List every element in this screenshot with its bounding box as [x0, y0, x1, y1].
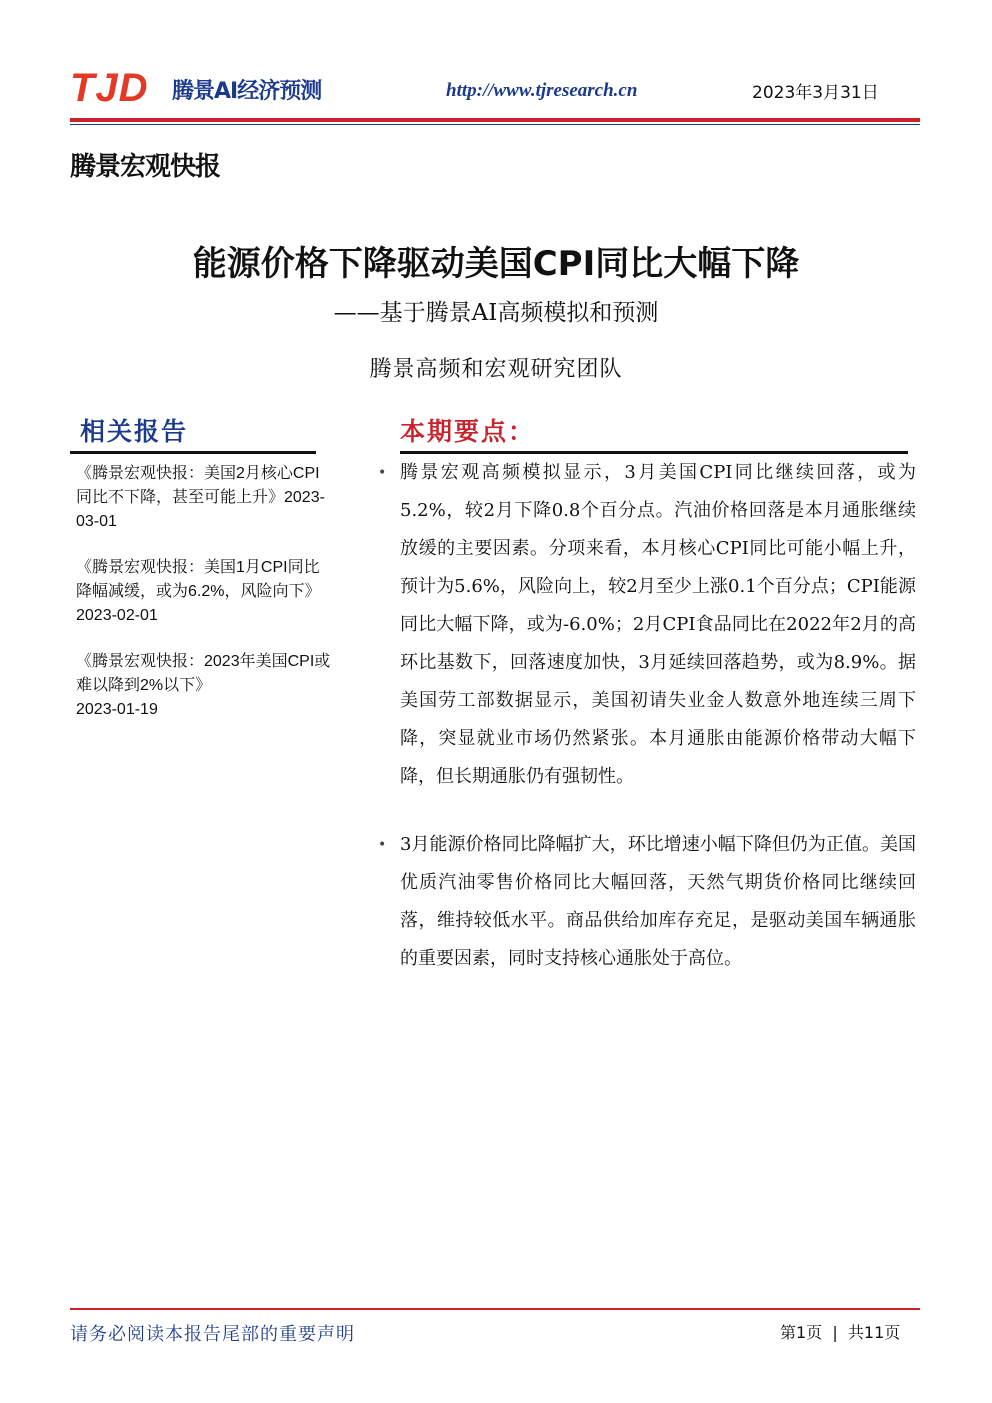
key-points-heading: 本期要点： [400, 417, 536, 446]
header-divider-thin [70, 124, 920, 125]
related-reports-heading: 相关报告 [80, 417, 189, 446]
related-report-text: 《腾景宏观快报：2023年美国CPI或难以降到2%以下》 [76, 653, 331, 694]
header-divider [70, 118, 920, 122]
key-point-item [376, 454, 916, 796]
related-report-date: 2023-01-19 [76, 701, 158, 718]
key-points-list [376, 454, 926, 978]
bullet-icon: • [378, 837, 387, 853]
related-report-item[interactable] [76, 650, 332, 722]
series-title: 腾景宏观快报 [70, 152, 221, 182]
key-point-text: 3月能源价格同比降幅扩大，环比增速小幅下降但仍为正值。美国优质汽油零售价格同比大幅回落，天然气期货价格同比继续回落，维持较低水平。商品供给加库存充足，是驱动美国车辆通胀的重要因素，同时支持核心通胀处于高位。 [400, 834, 916, 969]
disclaimer-note: 请务必阅读本报告尾部的重要声明 [70, 1324, 355, 1345]
related-reports-list [76, 462, 332, 744]
website-url[interactable]: http://www.tjresearch.cn [446, 80, 638, 101]
related-report-item[interactable] [76, 556, 332, 628]
report-subtitle: ——基于腾景AI高频模拟和预测 [333, 300, 659, 326]
report-title: 能源价格下降驱动美国CPI同比大幅下降 [192, 244, 800, 284]
related-report-text: 《腾景宏观快报：美国1月CPI同比降幅减缓，或为6.2%，风险向下》2023-02-01 [76, 559, 321, 624]
logo-name: 腾景AI经济预测 [172, 79, 322, 104]
bullet-icon: • [378, 465, 387, 481]
report-date: 2023年3月31日 [752, 83, 879, 103]
logo-letters: TJD [70, 66, 149, 110]
related-report-item[interactable] [76, 462, 332, 534]
key-point-item [376, 826, 916, 978]
page-number: 第1页 | 共11页 [780, 1323, 901, 1342]
author-team: 腾景高频和宏观研究团队 [369, 357, 623, 382]
related-report-text: 《腾景宏观快报：美国2月核心CPI同比不下降，甚至可能上升》2023-03-01 [76, 465, 325, 530]
key-point-text: 腾景宏观高频模拟显示，3月美国CPI同比继续回落，或为5.2%，较2月下降0.8个百分点。汽油价格回落是本月通胀继续放缓的主要因素。分项来看，本月核心CPI同比可能小幅上升，预计为5.6%，风险向上，较2月至少上涨0.1个百分点；CPI能源同比大幅下降，或为-6.0%；2月CPI食品同比在2022年2月的高环比基数下，回落速度加快，3月延续回落趋势，或为8.9%。据美国劳工部数据显示，美国初请失业金人数意外地连续三周下降，突显就业市场仍然紧张。本月通胀由能源价格带动大幅下降，但长期通胀仍有强韧性。 [400, 462, 916, 787]
related-reports-divider [70, 451, 316, 454]
footer-divider [70, 1308, 920, 1310]
